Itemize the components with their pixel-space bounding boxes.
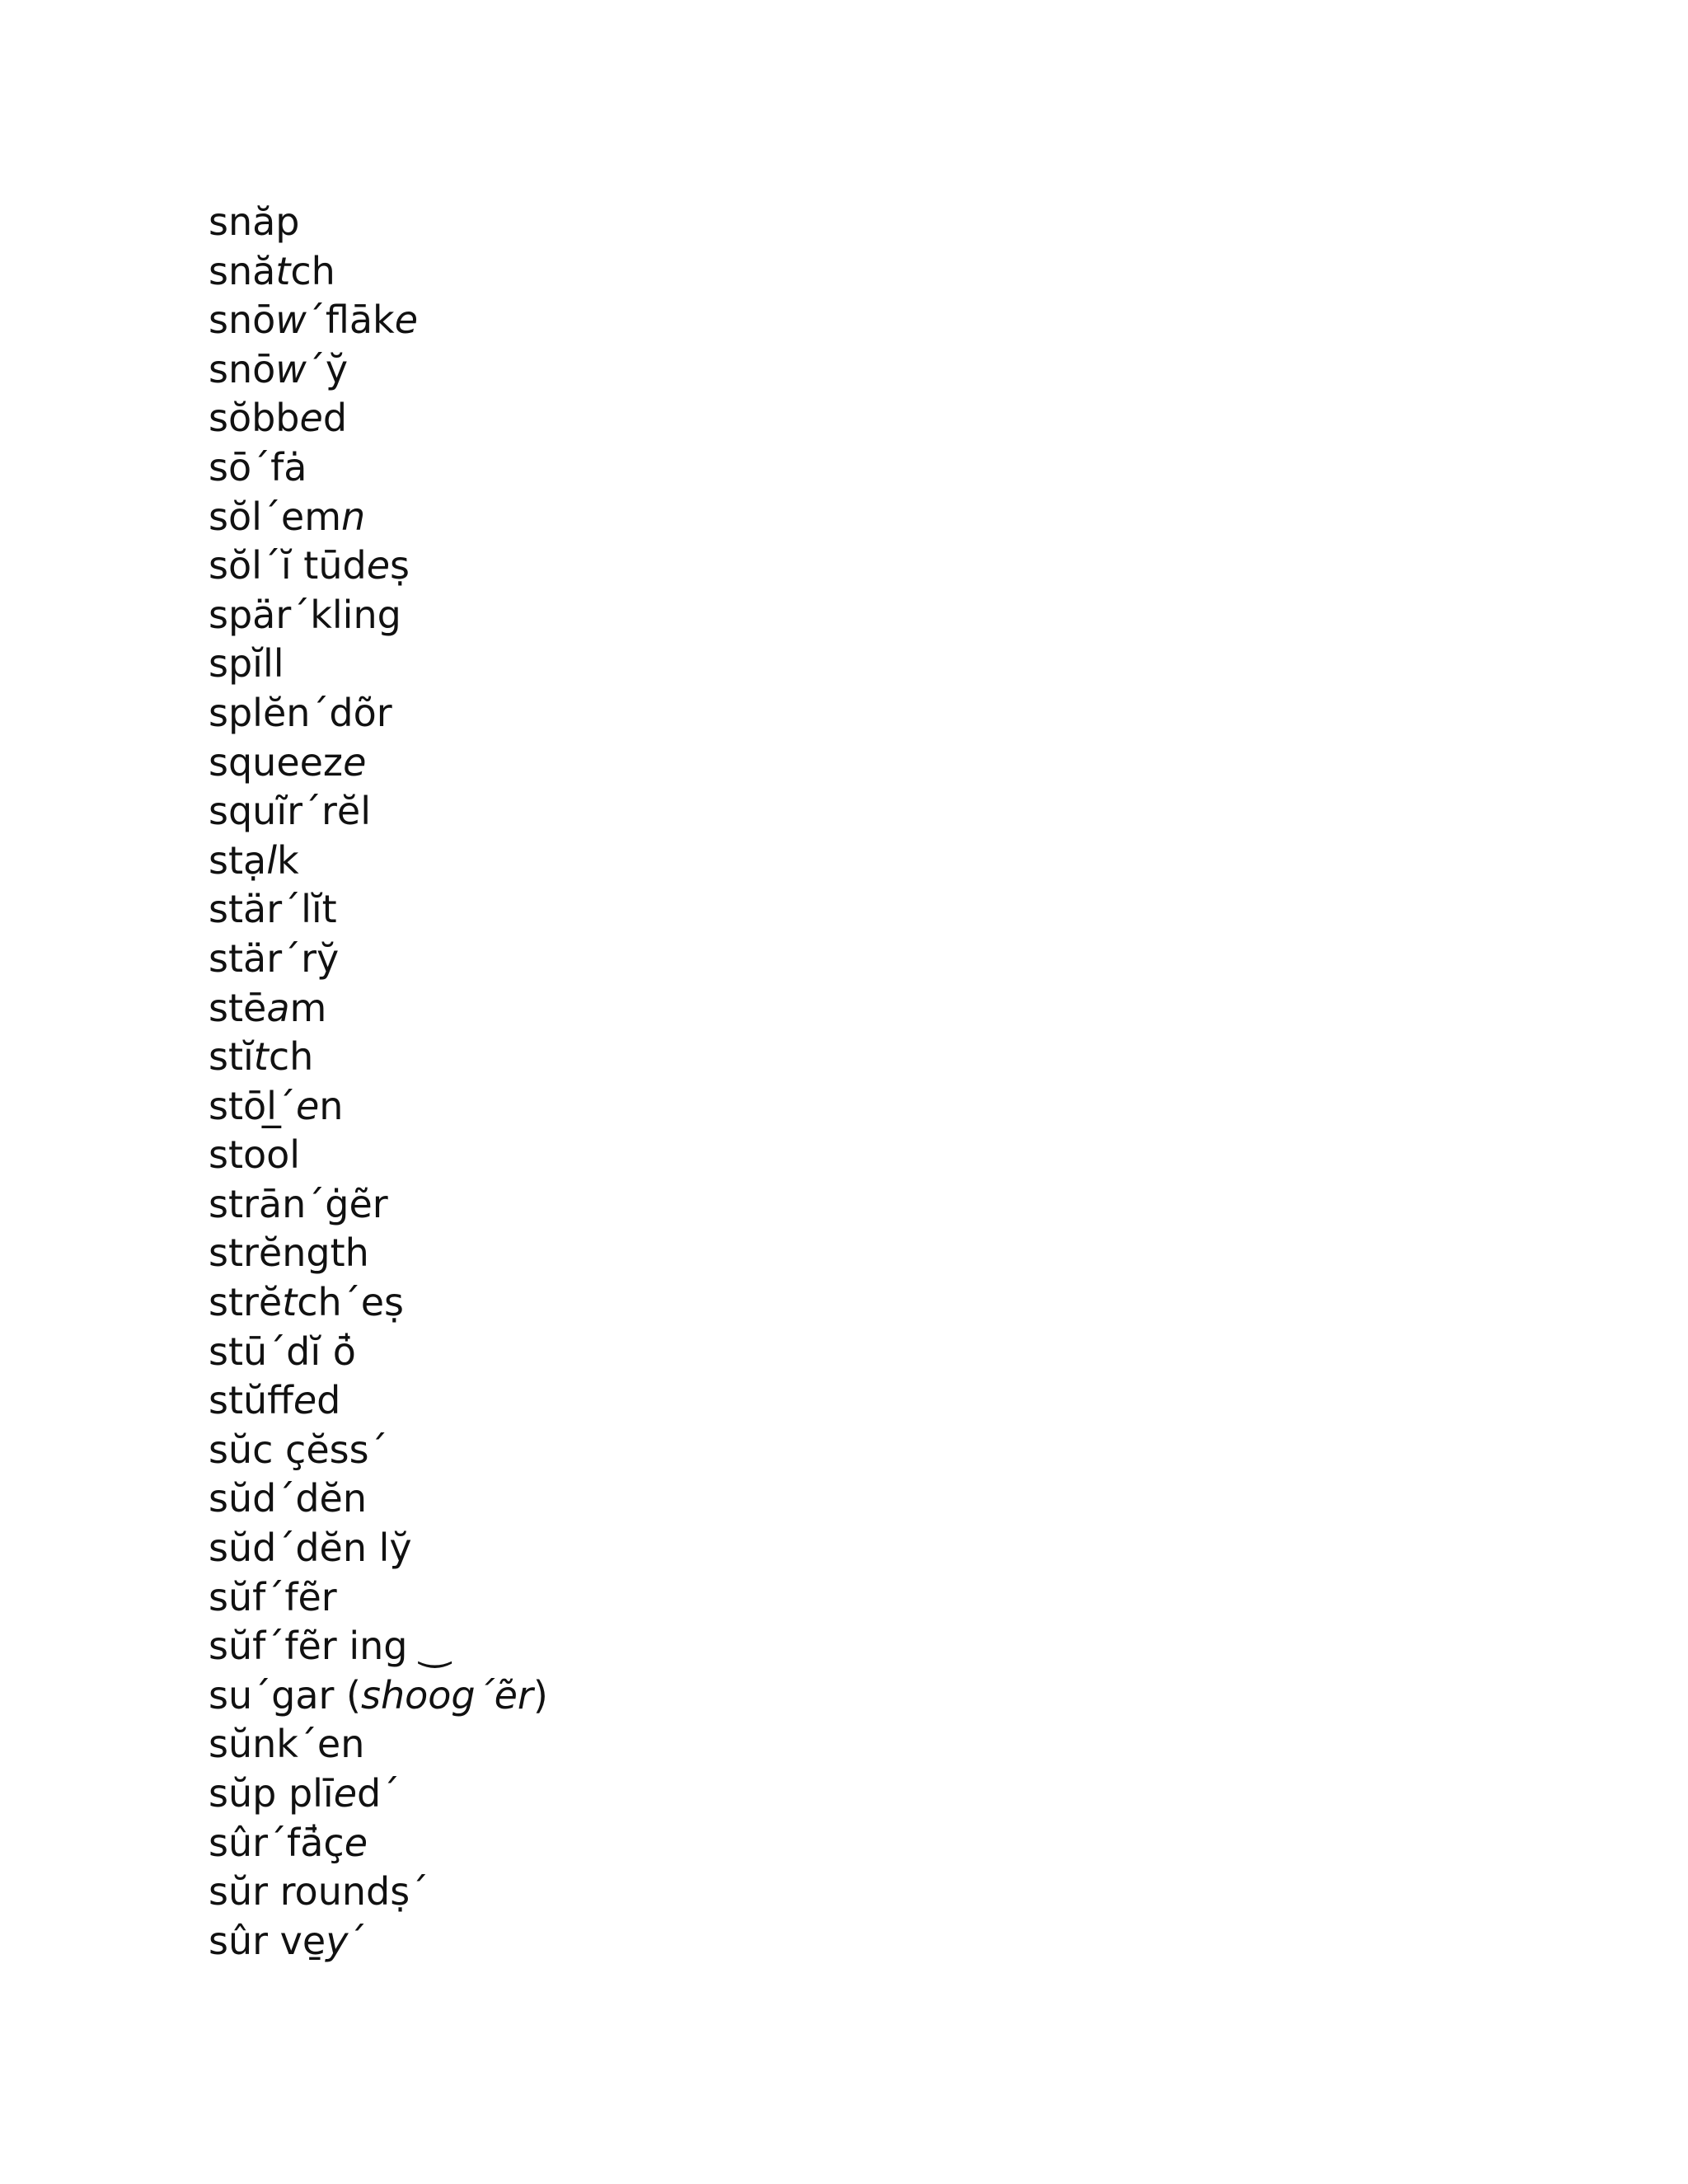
word-part-silent: e: [333, 1771, 358, 1816]
word-part: ´y̆: [306, 346, 349, 391]
word-part-silent: n: [341, 494, 366, 539]
word-part: sŭf´fẽr ing ‿: [209, 1624, 451, 1669]
word-list: [209, 198, 548, 1966]
word-entry: [209, 787, 548, 837]
word-part: stạ: [209, 837, 267, 883]
word-part-silent: e: [295, 1083, 320, 1128]
word-part: stŭff: [209, 1378, 293, 1423]
word-entry: [209, 1671, 548, 1721]
word-part: stū´dĭ ō̍: [209, 1329, 356, 1374]
word-entry: [209, 1278, 548, 1328]
word-entry: [209, 1819, 548, 1868]
word-entry: [209, 837, 548, 886]
word-entry: [209, 1229, 548, 1278]
word-entry: [209, 247, 548, 297]
word-part: ´: [348, 1918, 368, 1963]
word-entry: [209, 640, 548, 689]
word-part: squĩr´rĕl: [209, 789, 372, 834]
word-part-silent: e: [344, 1820, 368, 1865]
word-part: strān´ġẽr: [209, 1181, 388, 1226]
word-part: ch: [268, 1034, 314, 1080]
word-part: n: [319, 1083, 344, 1128]
word-part: spĭll: [209, 641, 284, 687]
word-entry: [209, 1622, 548, 1671]
word-part: stool: [209, 1132, 301, 1178]
word-entry: [209, 394, 548, 443]
word-part: ´flāk: [306, 298, 395, 343]
word-part: stōl̲´: [209, 1083, 296, 1128]
word-entry: [209, 885, 548, 935]
word-part: sŭr roundṣ´: [209, 1869, 429, 1915]
word-part: d: [322, 396, 348, 441]
word-part-silent: w: [275, 346, 307, 391]
word-entry: [209, 1917, 548, 1966]
word-entry: [209, 591, 548, 640]
word-part: splĕn´dõr: [209, 690, 392, 735]
word-part: snăp: [209, 199, 300, 244]
word-part: sûr´fā̍ç: [209, 1820, 345, 1865]
word-entry: [209, 738, 548, 788]
word-part-silent: t: [275, 248, 291, 293]
word-entry: [209, 1524, 548, 1573]
word-part-silent: e: [293, 1378, 317, 1423]
word-entry: [209, 1868, 548, 1917]
word-part: snō: [209, 298, 276, 343]
word-part: ṣ: [390, 543, 410, 588]
word-part-silent: t: [253, 1034, 269, 1080]
word-entry: [209, 198, 548, 247]
word-part: d: [316, 1378, 341, 1423]
word-entry: [209, 296, 548, 345]
word-entry: [209, 345, 548, 395]
word-part: sŭp plī: [209, 1771, 334, 1816]
word-part: sŏbb: [209, 396, 300, 441]
word-part: sŭc çĕss´: [209, 1427, 388, 1472]
word-entry: [209, 541, 548, 591]
word-part: ch: [290, 248, 335, 293]
word-part: sō´fȧ: [209, 444, 307, 490]
word-part-silent: t: [282, 1280, 298, 1325]
word-entry: [209, 1180, 548, 1230]
word-part: sŭd´dĕn ly̆: [209, 1526, 412, 1571]
word-part: strĕ: [209, 1280, 283, 1325]
word-part: ch´eṣ: [297, 1280, 404, 1325]
word-entry: [209, 493, 548, 542]
word-part: ): [532, 1672, 548, 1718]
word-entry: [209, 1426, 548, 1475]
word-part-silent: e: [394, 298, 419, 343]
word-part: stär´lĭt: [209, 887, 337, 932]
word-part: sŭf´fẽr: [209, 1574, 337, 1619]
word-entry: [209, 1474, 548, 1524]
word-entry: [209, 1328, 548, 1377]
word-part: sŭd´dĕn: [209, 1476, 367, 1521]
word-part: m: [289, 985, 327, 1030]
word-part: sûr ve̱: [209, 1918, 326, 1963]
word-entry: [209, 1131, 548, 1180]
word-entry: [209, 1573, 548, 1623]
word-entry: [209, 1769, 548, 1819]
word-entry: [209, 1376, 548, 1426]
word-part: su´gar (: [209, 1672, 361, 1718]
word-part-silent: y: [326, 1918, 349, 1963]
word-part: squeez: [209, 739, 344, 785]
word-part: stĭ: [209, 1034, 254, 1080]
word-part: sŏl´em: [209, 494, 341, 539]
word-part: stē: [209, 985, 267, 1030]
word-part-silent: w: [275, 298, 307, 343]
word-entry: [209, 984, 548, 1033]
word-part: sŭnk´en: [209, 1722, 365, 1767]
word-part: spär´kling: [209, 592, 401, 637]
word-entry: [209, 1720, 548, 1769]
word-part-silent: shoog´ẽr: [361, 1672, 533, 1718]
word-part: stär´ry̆: [209, 935, 340, 981]
word-part: d´: [357, 1771, 401, 1816]
word-entry: [209, 935, 548, 984]
word-part: snō: [209, 346, 276, 391]
word-part-silent: e: [343, 739, 367, 785]
word-entry: [209, 689, 548, 738]
word-entry: [209, 1082, 548, 1132]
word-part-silent: l: [266, 837, 277, 883]
word-part: strĕngth: [209, 1230, 369, 1276]
word-entry: [209, 1033, 548, 1082]
word-part: k: [276, 837, 299, 883]
word-part-silent: e: [366, 543, 390, 588]
word-part: sŏl´ĭ tūd: [209, 543, 367, 588]
word-part-silent: a: [266, 985, 290, 1030]
word-part: snă: [209, 248, 276, 293]
word-part-silent: e: [299, 396, 323, 441]
word-entry: [209, 443, 548, 493]
